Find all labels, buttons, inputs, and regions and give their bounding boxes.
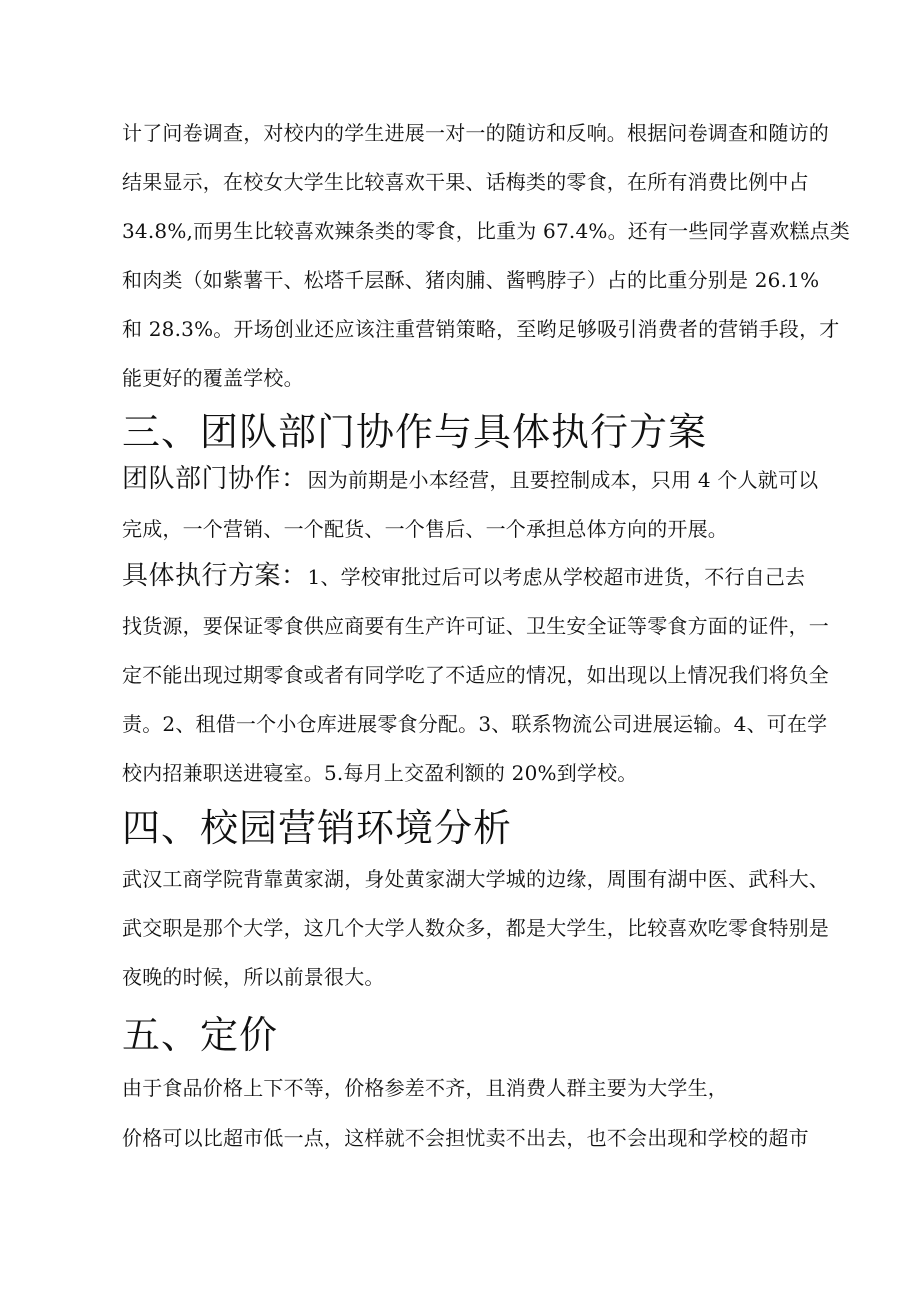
paragraph-line: 由于食品价格上下不等，价格参差不齐，且消费人群主要为大学生，	[122, 1076, 728, 1100]
paragraph-line: 计了问卷调查，对校内的学生进展一对一的随访和反响。根据问卷调查和随访的	[122, 121, 829, 145]
paragraph-line: 价格可以比超市低一点，这样就不会担忧卖不出去，也不会出现和学校的超市	[122, 1126, 809, 1150]
paragraph-line: 完成，一个营销、一个配货、一个售后、一个承担总体方向的开展。	[122, 517, 728, 541]
section-heading-4: 四、校园营销环境分析	[122, 806, 513, 850]
paragraph-line: 能更好的覆盖学校。	[122, 366, 304, 390]
paragraph-line: 结果显示，在校女大学生比较喜欢干果、话梅类的零食，在所有消费比例中占	[122, 170, 809, 194]
paragraph-line: 34.8%,而男生比较喜欢辣条类的零食，比重为 67.4%。还有一些同学喜欢糕点类	[122, 219, 850, 243]
paragraph-line: 武交职是那个大学，这几个大学人数众多，都是大学生，比较喜欢吃零食特别是	[122, 916, 829, 940]
team-collab-text: 因为前期是小本经营，且要控制成本，只用 4 个人就可以	[307, 468, 819, 492]
paragraph-line: 和 28.3%。开场创业还应该注重营销策略，至哟足够吸引消费者的营销手段，才	[122, 317, 840, 341]
paragraph-line: 责。2、租借一个小仓库进展零食分配。3、联系物流公司进展运输。4、可在学	[122, 712, 828, 736]
paragraph-line: 和肉类（如紫薯干、松塔千层酥、猪肉脯、酱鸭脖子）占的比重分别是 26.1%	[122, 268, 820, 292]
paragraph-line: 武汉工商学院背靠黄家湖，身处黄家湖大学城的边缘，周围有湖中医、武科大、	[122, 867, 829, 891]
paragraph-line: 定不能出现过期零食或者有同学吃了不适应的情况，如出现以上情况我们将负全	[122, 663, 829, 687]
section-heading-5: 五、定价	[122, 1013, 279, 1057]
exec-plan-line	[122, 563, 822, 590]
team-collab-line	[122, 466, 822, 493]
exec-plan-label: 具体执行方案：	[122, 561, 308, 591]
section-heading-3: 三、团队部门协作与具体执行方案	[122, 410, 708, 454]
paragraph-line: 校内招兼职送进寝室。5.每月上交盈利额的 20%到学校。	[122, 761, 638, 785]
paragraph-line: 找货源，要保证零食供应商要有生产许可证、卫生安全证等零食方面的证件，一	[122, 614, 829, 638]
team-collab-label: 团队部门协作：	[122, 464, 308, 494]
paragraph-line: 夜晚的时候，所以前景很大。	[122, 965, 385, 989]
exec-plan-text: 1、学校审批过后可以考虑从学校超市进货，不行自己去	[307, 565, 806, 589]
